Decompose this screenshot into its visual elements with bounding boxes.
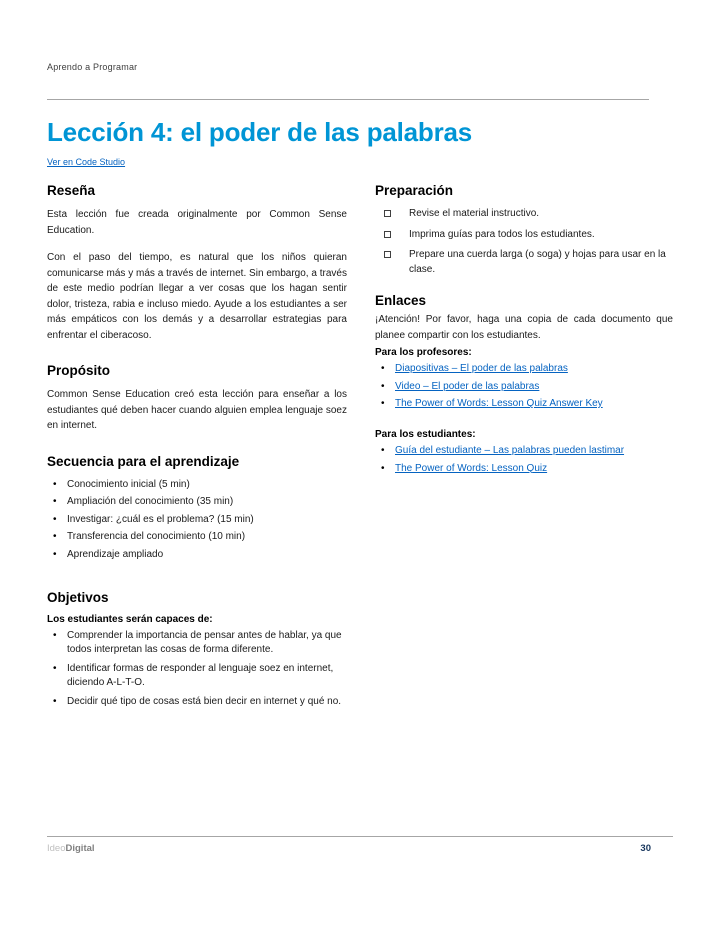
section-heading-resena: Reseña (47, 183, 96, 198)
objectives-list (47, 629, 347, 709)
student-link-quiz[interactable]: The Power of Words: Lesson Quiz (395, 462, 548, 474)
list-item (47, 513, 347, 527)
section-heading-objetivos: Objetivos (47, 589, 109, 605)
left-column (47, 183, 347, 719)
sequence-item-text: Transferencia del conocimiento (10 min) (67, 531, 246, 542)
page-title: Lección 4: el poder de las palabras (47, 117, 473, 147)
objective-item-text: Decidir qué tipo de cosas está bien decir en internet y qué no. (67, 695, 342, 707)
list-item (375, 462, 673, 476)
section-heading-secuencia: Secuencia para el aprendizaje (47, 453, 240, 469)
checklist-item (375, 207, 673, 222)
list-item (375, 397, 673, 411)
teacher-link-video[interactable]: Video – El poder de las palabras (395, 380, 540, 392)
page-footer (47, 836, 673, 854)
objective-item-text: Comprender la importancia de pensar antes de hablar, ya que todos interpretan las cosas de forma diferente. (67, 629, 342, 655)
code-studio-link[interactable]: Ver en Code Studio (47, 157, 126, 167)
student-links-list (375, 444, 673, 476)
list-item (375, 444, 673, 458)
teacher-link-answer-key[interactable]: The Power of Words: Lesson Quiz Answer Key (395, 398, 603, 409)
students-label: Para los estudiantes: (375, 429, 476, 440)
right-column (375, 183, 673, 719)
sequence-item-text: Investigar: ¿cuál es el problema? (15 min) (67, 513, 254, 525)
proposito-paragraph: Common Sense Education creó esta lección para enseñar a los estudiantes qué deben hacer cuando alguien emplea lenguaje soez en internet. (47, 389, 347, 431)
footer-brand-bold: Digital (65, 843, 95, 854)
sequence-item-text: Aprendizaje ampliado (67, 548, 164, 560)
objetivos-lead: Los estudiantes serán capaces de: (47, 613, 213, 625)
checkbox-icon (384, 251, 391, 258)
sequence-list (47, 478, 347, 562)
header-brand: Aprendo a Programar (47, 62, 138, 72)
resena-paragraph-2: Con el paso del tiempo, es natural que los niños quieran comunicarse más y más a través de internet. Sin embargo, a través de este medio podrían llegar a ver cosas que los hagan sentir dolor, tristeza, rabia e incluso miedo. Ayude a los estudiantes a ser más empáticos con los demás y a desarrollar estrategias para enfrentar el ciberacoso. (47, 252, 347, 341)
checklist-item (375, 248, 673, 277)
footer-divider (47, 836, 673, 837)
checklist-item-text: Revise el material instructivo. (409, 208, 540, 219)
objective-item-text: Identificar formas de responder al lenguaje soez en internet, diciendo A-L-T-O. (67, 662, 334, 688)
header-divider (47, 99, 649, 100)
list-item (47, 495, 347, 509)
teachers-label: Para los profesores: (375, 347, 472, 358)
two-column-layout (47, 183, 673, 719)
list-item (375, 362, 673, 376)
list-item (47, 478, 347, 492)
section-heading-enlaces: Enlaces (375, 293, 427, 308)
list-item (47, 530, 347, 544)
checkbox-icon (384, 231, 391, 238)
enlaces-notice: ¡Atención! Por favor, haga una copia de cada documento que planee compartir con los estudiantes. (375, 314, 673, 341)
footer-brand-light: Ideo (47, 843, 66, 854)
list-item (47, 662, 347, 690)
checkbox-icon (384, 210, 391, 217)
sequence-item-text: Ampliación del conocimiento (35 min) (67, 496, 234, 507)
teacher-link-slides[interactable]: Diapositivas – El poder de las palabras (395, 363, 568, 374)
resena-paragraph-1: Esta lección fue creada originalmente por Common Sense Education. (47, 209, 347, 236)
list-item (47, 695, 347, 709)
sequence-item-text: Conocimiento inicial (5 min) (67, 478, 190, 490)
footer-brand (47, 843, 95, 854)
student-link-guide[interactable]: Guía del estudiante – Las palabras pueden lastimar (395, 445, 625, 456)
section-heading-proposito: Propósito (47, 363, 110, 378)
preparation-checklist (375, 207, 673, 277)
section-heading-preparacion: Preparación (375, 183, 454, 198)
checklist-item-text: Prepare una cuerda larga (o soga) y hojas para usar en la clase. (409, 249, 666, 275)
page-number: 30 (640, 843, 651, 854)
teacher-links-list (375, 362, 673, 411)
list-item (47, 548, 347, 562)
checklist-item-text: Imprima guías para todos los estudiantes. (409, 228, 595, 240)
checklist-item (375, 228, 673, 243)
list-item (47, 629, 347, 657)
list-item (375, 380, 673, 394)
